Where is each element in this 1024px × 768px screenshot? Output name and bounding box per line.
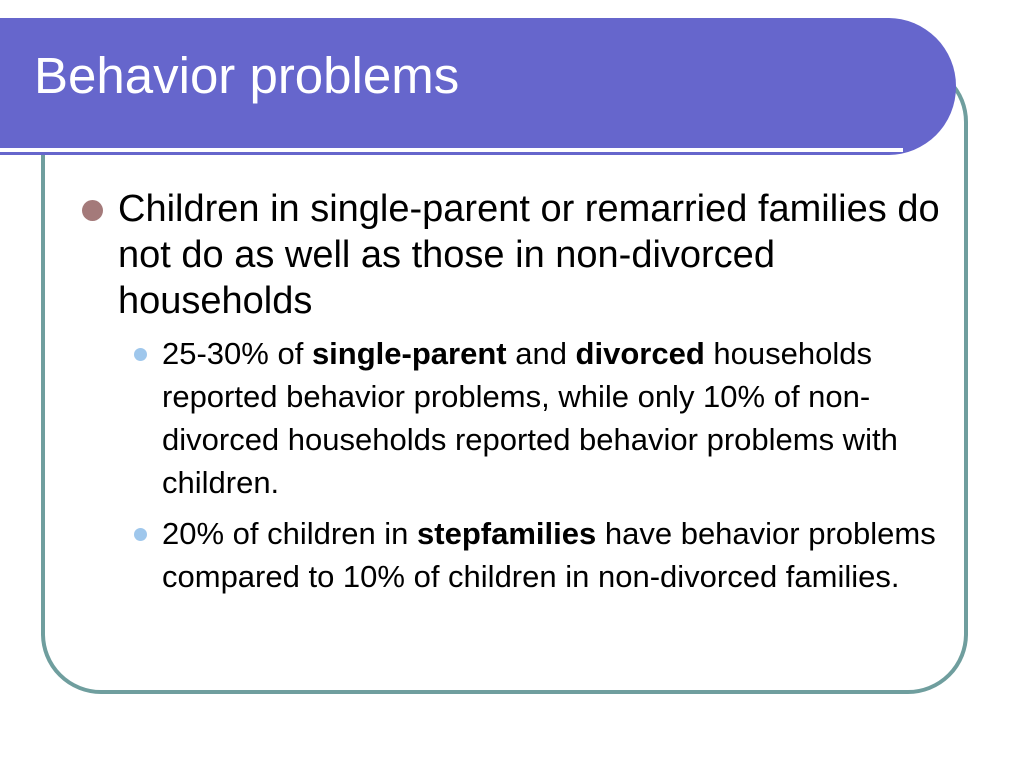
bullet-dot-icon [82, 200, 103, 221]
slide-title: Behavior problems [34, 47, 460, 104]
sub-bullet-2-bold: stepfamilies [417, 516, 597, 551]
sub-bullet-1-text-c: households reported behavior problems, while only 10% of non-divorced households reported behavior problems with children. [162, 336, 898, 500]
sub-bullet-1-text-a: 25-30% of [162, 336, 312, 371]
sub-bullet-dot-icon [134, 348, 147, 361]
sub-bullet-list [118, 332, 952, 598]
sub-bullet-2 [118, 512, 952, 598]
sub-bullet-2-text-a: 20% of children in [162, 516, 418, 551]
sub-bullet-1-bold-a: single-parent [311, 336, 507, 371]
title-underline-rule [0, 148, 903, 152]
sub-bullet-2-text-b: have behavior problems compared to 10% of children in non-divorced families. [162, 516, 936, 594]
sub-bullet-1-bold-b: divorced [575, 336, 705, 371]
slide-body [82, 186, 952, 606]
main-bullet-text: Children in single-parent or remarried families do not do as well as those in non-divorced households [118, 188, 940, 322]
sub-bullet-dot-icon [134, 528, 147, 541]
sub-bullet-1-text-b: and [506, 336, 576, 371]
sub-bullet-1 [118, 332, 952, 504]
main-bullet [82, 186, 952, 324]
